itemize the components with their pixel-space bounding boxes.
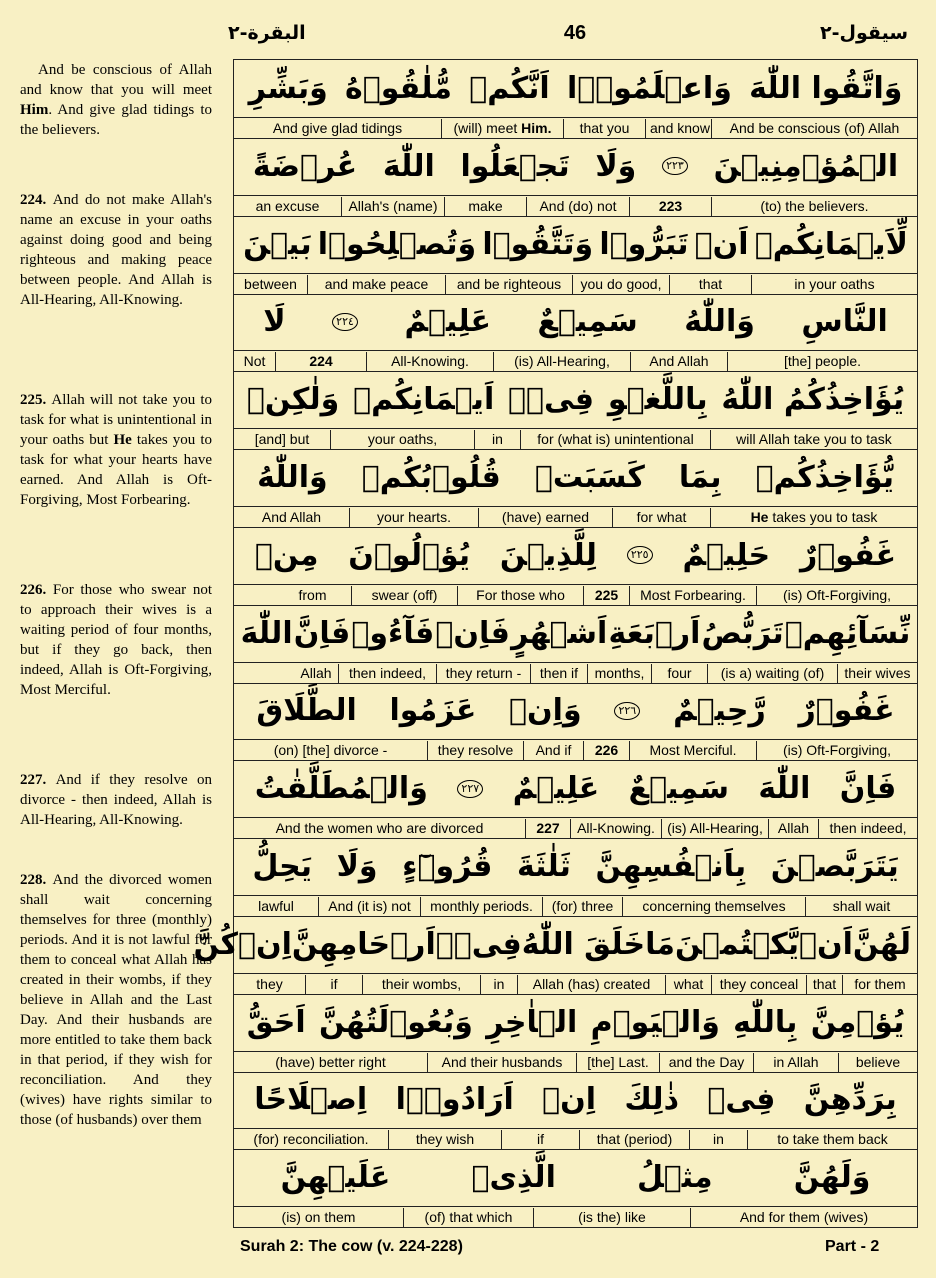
gloss-cell: And (do) not: [526, 197, 629, 216]
verse-number: 224.: [20, 192, 53, 208]
footer-part: Part - 2: [825, 1238, 880, 1255]
page-number: 46: [563, 22, 587, 44]
arabic-line: [234, 293, 917, 351]
translation-text: Allah will not take you to task for what is unintentional in your oaths but: [20, 392, 213, 448]
arabic-line: [234, 371, 917, 429]
arabic-word: اَنَّكُمۡ: [469, 71, 550, 106]
gloss-cell: they: [256, 975, 283, 992]
gloss-cell: And if: [523, 741, 583, 760]
arabic-word: اللّٰهَ: [240, 615, 293, 651]
gloss-cell: (is the) like: [533, 1208, 690, 1227]
verse-number-cell: 225: [583, 586, 629, 605]
gloss-cell: And be conscious (of) Allah: [711, 119, 917, 138]
verse-row: [234, 527, 917, 605]
arabic-word: لَا: [263, 304, 286, 340]
arabic-word: مِنۡ: [254, 537, 319, 573]
gloss-cell: All-Knowing.: [570, 819, 661, 838]
arabic-word: فِىۡۤ: [435, 926, 522, 962]
gloss-cell: that you: [563, 119, 645, 138]
arabic-word: وَتُصۡلِحُوۡا: [317, 226, 477, 262]
gloss-emphasis: He: [750, 509, 769, 525]
arabic-word: عَلَيۡهِنَّ: [280, 1160, 391, 1196]
arabic-word: اِنۡ: [238, 926, 292, 962]
gloss-cell: for (what is) unintentional: [520, 430, 710, 449]
arabic-line: [234, 138, 917, 196]
arabic-line: [234, 216, 917, 274]
verse-row: [234, 838, 917, 916]
ayah-marker: ٢٢٤: [332, 313, 358, 331]
arabic-word: عُرۡضَةً: [252, 148, 358, 184]
gloss-cell: Allah's (name): [341, 197, 444, 216]
gloss-cell: And (it is) not: [318, 897, 420, 916]
arabic-word: رَّحِيۡمٌ: [673, 693, 766, 729]
gloss-cell: your oaths,: [330, 430, 474, 449]
arabic-word: يُؤَاخِذُكُمُ اللّٰهُ: [721, 382, 905, 418]
translation-paragraph: [20, 770, 212, 830]
gloss-cell: And for them (wives): [690, 1208, 917, 1227]
word-by-word-grid: [193, 59, 918, 1228]
arabic-word: وَاللّٰهُ: [684, 304, 755, 340]
arabic-word: مِثۡلُ: [636, 1160, 713, 1196]
arabic-word: يُؤۡلُوۡنَ: [348, 537, 471, 573]
gloss-cell: [the] people.: [727, 352, 917, 371]
arabic-word: اَرَادُوۡۤا: [395, 1082, 514, 1118]
gloss-cell: make: [444, 197, 526, 216]
gloss-cell: concerning themselves: [622, 897, 805, 916]
arabic-word: عَلِيۡمٌ: [512, 771, 600, 807]
english-gloss-line: [234, 741, 917, 761]
gloss-cell: (is) Oft-Forgiving,: [756, 586, 917, 605]
gloss-cell: Most Merciful.: [629, 741, 756, 760]
gloss-cell: four: [651, 664, 707, 683]
arabic-line: [234, 1071, 917, 1129]
english-gloss-line: [234, 352, 917, 372]
gloss-cell: an excuse: [255, 197, 320, 214]
gloss-cell: they resolve: [427, 741, 523, 760]
arabic-word: بِمَا: [678, 460, 722, 495]
gloss-cell: swear (off): [351, 586, 457, 605]
arabic-line: [234, 682, 917, 740]
translation-text: For those who swear not to approach their wives is a waiting period of four months, but if they go back, then indeed, Allah is Oft-Forgiving, Most Merciful.: [20, 582, 212, 698]
ayah-marker: ٢٢٣: [662, 157, 688, 175]
arabic-word: وَالۡمُطَلَّقٰتُ: [254, 771, 428, 807]
arabic-word: نِّسَآئِهِمۡ: [784, 615, 911, 651]
arabic-word: فِىۡۤ: [508, 382, 595, 418]
gloss-cell: they return -: [436, 664, 530, 683]
arabic-word: وَاتَّقُوا اللّٰهَ: [749, 71, 903, 106]
gloss-cell: in: [689, 1130, 747, 1149]
arabic-word: وَلَهُنَّ: [793, 1160, 871, 1196]
gloss-cell: All-Knowing.: [366, 352, 493, 371]
verse-number: 225.: [20, 392, 52, 408]
gloss-cell: Allah: [300, 664, 332, 681]
english-gloss-line: [234, 664, 917, 684]
translation-text: And the divorced women shall wait concerning themselves for three (monthly) periods. And it is not lawful for them to conceal what Allah has created in their wombs, if they believe in Allah and the Last Day. And their husbands are more entitled to take them back in that period, if they wish for reconciliation. And they (wives) have rights similar to those (of husbands) over them: [20, 872, 213, 1128]
arabic-word: وَبَشِّرِ: [248, 71, 328, 106]
arabic-word: سَمِيۡعٌ: [537, 304, 638, 340]
translation-text: takes you to task for what your hearts have earned. And Allah is Oft-Forgiving, Most Forbearing.: [20, 432, 212, 508]
arabic-line: [234, 760, 917, 818]
arabic-word: اَيۡمَانِكُمۡ: [353, 382, 495, 418]
gloss-cell: (on) [the] divorce -: [273, 742, 388, 759]
arabic-line: [234, 449, 917, 507]
gloss-cell: will Allah take you to task: [710, 430, 917, 449]
arabic-word: اِصۡلَاحًا: [254, 1082, 368, 1118]
arabic-word: اَرۡحَامِهِنَّ: [291, 926, 436, 962]
arabic-word: قُرُوۡٓءٍ: [402, 849, 493, 884]
gloss-cell: (have) earned: [478, 508, 612, 527]
arabic-word: عَلِيۡمٌ: [404, 304, 491, 340]
translation-paragraph: [20, 60, 212, 140]
arabic-line: [234, 994, 917, 1052]
arabic-line: [234, 60, 917, 118]
gloss-cell: believe: [838, 1053, 917, 1072]
arabic-word: بِاللّٰهِ: [733, 1004, 798, 1040]
english-gloss-line: [234, 586, 917, 606]
translation-text: And be conscious of Allah and know that you will meet: [20, 62, 212, 98]
english-gloss-line: [234, 975, 917, 995]
arabic-word: بَيۡنَ: [243, 226, 312, 262]
english-gloss-line: [234, 819, 917, 839]
verse-row: [234, 216, 917, 294]
gloss-cell: For those who: [457, 586, 583, 605]
verse-row: [234, 682, 917, 760]
arabic-word: اللّٰهَ: [382, 148, 435, 184]
gloss-cell: from: [298, 586, 327, 603]
header-juz-name: سيقول-٢: [820, 22, 909, 44]
gloss-cell: (is) Oft-Forgiving,: [756, 741, 917, 760]
arabic-word: كُنَّ: [193, 926, 238, 962]
gloss-cell: you do good,: [572, 275, 669, 294]
verse-row: [234, 605, 917, 683]
verse-row: [234, 1149, 917, 1227]
gloss-cell: Allah (has) created: [517, 975, 665, 994]
arabic-word: فَاِنۡ: [435, 615, 510, 651]
arabic-word: لِلَّذِيۡنَ: [499, 537, 597, 573]
footer-surah-title: Surah 2: The cow (v. 224-228): [240, 1238, 463, 1255]
verse-row: [234, 760, 917, 838]
ayah-marker: ٢٢٦: [614, 702, 640, 720]
arabic-word: اَنۡ: [799, 926, 853, 962]
gloss-cell: what: [665, 975, 711, 994]
gloss-cell: (is) All-Hearing,: [661, 819, 768, 838]
gloss-cell: if: [501, 1130, 579, 1149]
arabic-word: ثَلٰثَةَ: [516, 849, 571, 884]
gloss-cell: your hearts.: [349, 508, 478, 527]
arabic-word: يَحِلُّ: [252, 849, 313, 884]
gloss-cell: [the] Last.: [576, 1053, 659, 1072]
arabic-word: وَالۡيَوۡمِ: [590, 1004, 720, 1040]
arabic-word: اَشۡهُرٍ: [511, 615, 608, 651]
gloss-cell: and the Day: [659, 1053, 753, 1072]
arabic-word: فِىۡ: [707, 1082, 776, 1118]
arabic-word: يَتَرَبَّصۡنَ: [770, 849, 899, 884]
gloss-cell: And give glad tidings: [272, 120, 403, 136]
gloss-cell: And their husbands: [427, 1053, 576, 1072]
gloss-cell: (will) meet Him.: [441, 119, 563, 138]
arabic-word: حَلِيۡمٌ: [682, 537, 771, 573]
english-gloss-line: [234, 1208, 917, 1228]
gloss-cell: for them: [842, 975, 917, 994]
arabic-word: يُؤۡمِنَّ: [810, 1004, 905, 1040]
translation-emphasis: He: [113, 432, 132, 448]
verse-number-cell: 226: [583, 741, 629, 760]
arabic-word: وَلَا: [336, 849, 378, 884]
english-gloss-line: [234, 897, 917, 917]
gloss-cell: monthly periods.: [420, 897, 542, 916]
verse-row: [234, 60, 917, 138]
gloss-cell: (for) reconciliation.: [253, 1131, 369, 1148]
english-gloss-line: [234, 1053, 917, 1073]
gloss-cell: (is) All-Hearing,: [493, 352, 630, 371]
verse-row: [234, 293, 917, 371]
verse-row: [193, 916, 917, 994]
gloss-cell: in: [474, 430, 520, 449]
verse-row: [234, 994, 917, 1072]
gloss-cell: that (period): [579, 1130, 689, 1149]
arabic-word: وَاللّٰهُ: [257, 460, 328, 495]
arabic-word: كَسَبَتۡ: [534, 460, 645, 495]
gloss-cell: then indeed,: [338, 664, 436, 683]
gloss-cell: He takes you to task: [710, 508, 917, 527]
gloss-cell: then if: [530, 664, 587, 683]
header-surah-name: البقرة-٢: [228, 22, 306, 44]
arabic-word: الطَّلَاقَ: [256, 693, 357, 729]
gloss-cell: And the women who are divorced: [275, 820, 484, 837]
arabic-word: تَرَبُّصُ: [701, 615, 784, 651]
verse-row: [234, 449, 917, 527]
arabic-word: بِرَدِّهِنَّ: [803, 1082, 897, 1118]
arabic-word: تَجۡعَلُوا: [460, 148, 570, 184]
arabic-word: لِّاَيۡمَانِكُمۡ: [754, 226, 908, 262]
english-gloss-line: [234, 430, 917, 450]
gloss-cell: And Allah: [630, 352, 727, 371]
arabic-word: الۡمُؤۡمِنِيۡنَ: [713, 148, 899, 184]
arabic-word: وَاعۡلَمُوۡۤا: [566, 71, 732, 106]
english-gloss-line: [234, 275, 917, 295]
arabic-word: عَزَمُوا: [389, 693, 477, 729]
verse-row: [234, 371, 917, 449]
translation-text: . And give glad tidings to the believers.: [20, 102, 212, 138]
arabic-line: [234, 1149, 917, 1207]
arabic-word: مَا: [645, 926, 675, 962]
english-gloss-line: [234, 197, 917, 217]
verse-number-cell: 227: [525, 819, 570, 838]
arabic-line: [234, 605, 917, 663]
gloss-cell: in Allah: [753, 1053, 838, 1072]
verse-number: 226.: [20, 582, 53, 598]
arabic-word: يَّكۡتُمۡنَ: [674, 926, 800, 962]
translation-paragraph: [20, 390, 212, 510]
arabic-word: وَتَتَّقُوۡا: [482, 226, 594, 262]
arabic-word: غَفُوۡرٌ: [798, 693, 895, 729]
gloss-cell: in: [480, 975, 517, 994]
arabic-word: اِنۡ: [542, 1082, 597, 1118]
arabic-word: الۡاٰخِرِ: [486, 1004, 578, 1040]
ayah-marker: ٢٢٧: [457, 780, 483, 798]
translation-text: And if they resolve on divorce - then indeed, Allah is All-Hearing, All-Knowing.: [20, 772, 213, 828]
arabic-word: وَبُعُوۡلَتُهُنَّ: [318, 1004, 473, 1040]
arabic-word: اَرۡبَعَةِ: [608, 615, 701, 651]
gloss-cell: their wives: [837, 664, 917, 683]
arabic-word: وَاِنۡ: [509, 693, 582, 729]
gloss-cell: to take them back: [747, 1130, 917, 1149]
arabic-word: اللّٰهَ: [758, 771, 811, 807]
verse-number: 228.: [20, 872, 53, 888]
gloss-cell: for what: [612, 508, 710, 527]
arabic-word: غَفُوۡرٌ: [799, 537, 897, 573]
arabic-word: اَنۡ: [694, 226, 749, 262]
gloss-cell: months,: [587, 664, 651, 683]
english-gloss-line: [234, 119, 917, 139]
translation-paragraph: [20, 870, 212, 1130]
gloss-cell: shall wait: [805, 897, 917, 916]
gloss-cell: they wish: [388, 1130, 501, 1149]
gloss-cell: in your oaths: [751, 275, 917, 294]
gloss-cell: (have) better right: [275, 1053, 386, 1070]
gloss-cell: they conceal: [711, 975, 806, 994]
gloss-cell: (to) the believers.: [711, 197, 917, 216]
verse-number: 227.: [20, 772, 56, 788]
arabic-word: بِاللَّغۡوِ: [607, 382, 708, 418]
arabic-word: لَهُنَّ: [852, 926, 911, 962]
arabic-word: الَّذِىۡ: [471, 1160, 556, 1196]
english-gloss-line: [234, 1130, 917, 1150]
gloss-cell: lawful: [258, 898, 294, 914]
gloss-cell: (is) on them: [281, 1209, 356, 1226]
gloss-cell: their wombs,: [362, 975, 480, 994]
gloss-cell: Not: [243, 353, 266, 370]
arabic-word: سَمِيۡعٌ: [628, 771, 729, 807]
arabic-word: وَلٰكِنۡ: [246, 382, 340, 418]
gloss-cell: that: [806, 975, 842, 994]
arabic-word: مُّلٰقُوۡهُ: [345, 71, 452, 106]
gloss-cell: and be righteous: [445, 275, 572, 294]
arabic-word: بِاَنۡفُسِهِنَّ: [595, 849, 747, 884]
translation-text: And do not make Allah's name an excuse in your oaths against doing good and being righteous and making peace between people. And Allah is All-Hearing, All-Knowing.: [20, 192, 212, 308]
arabic-word: اَحَقُّ: [246, 1004, 306, 1040]
translation-emphasis: Him: [20, 102, 49, 118]
verse-row: [234, 1071, 917, 1149]
arabic-word: فَآءُوۡ: [351, 615, 435, 651]
gloss-cell: then indeed,: [818, 819, 917, 838]
gloss-cell: and know: [645, 119, 711, 138]
arabic-word: ذٰلِكَ: [624, 1082, 679, 1118]
gloss-cell: And Allah: [261, 509, 322, 525]
gloss-cell: (of) that which: [403, 1208, 533, 1227]
gloss-cell: (for) three: [542, 897, 622, 916]
gloss-cell: Allah: [768, 819, 818, 838]
arabic-word: خَلَقَ اللّٰهُ: [521, 926, 646, 962]
gloss-cell: (is a) waiting (of): [707, 664, 837, 683]
arabic-word: فَاِنَّ: [839, 771, 897, 807]
english-gloss-line: [234, 508, 917, 528]
verse-number-cell: 223: [629, 197, 711, 216]
arabic-line: [193, 916, 917, 974]
gloss-emphasis: Him.: [521, 120, 552, 136]
gloss-cell: if: [305, 975, 362, 994]
arabic-word: قُلُوۡبُكُمۡ: [361, 460, 501, 495]
arabic-word: وَلَا: [595, 148, 637, 184]
translation-paragraph: [20, 190, 212, 310]
translation-paragraph: [20, 580, 212, 700]
arabic-word: تَبَرُّوۡا: [599, 226, 689, 262]
arabic-word: النَّاسِ: [801, 304, 888, 340]
arabic-line: [234, 527, 917, 585]
gloss-cell: between: [244, 275, 297, 292]
gloss-cell: and make peace: [307, 275, 445, 294]
arabic-word: يُّؤَاخِذُكُمۡ: [755, 460, 894, 495]
gloss-cell: [and] but: [254, 431, 310, 448]
gloss-cell: that: [669, 275, 751, 294]
arabic-word: فَاِنَّ: [293, 615, 351, 651]
gloss-cell: Most Forbearing.: [629, 586, 756, 605]
verse-row: [234, 138, 917, 216]
arabic-line: [234, 838, 917, 896]
ayah-marker: ٢٢٥: [627, 546, 653, 564]
verse-number-cell: 224: [275, 352, 366, 371]
